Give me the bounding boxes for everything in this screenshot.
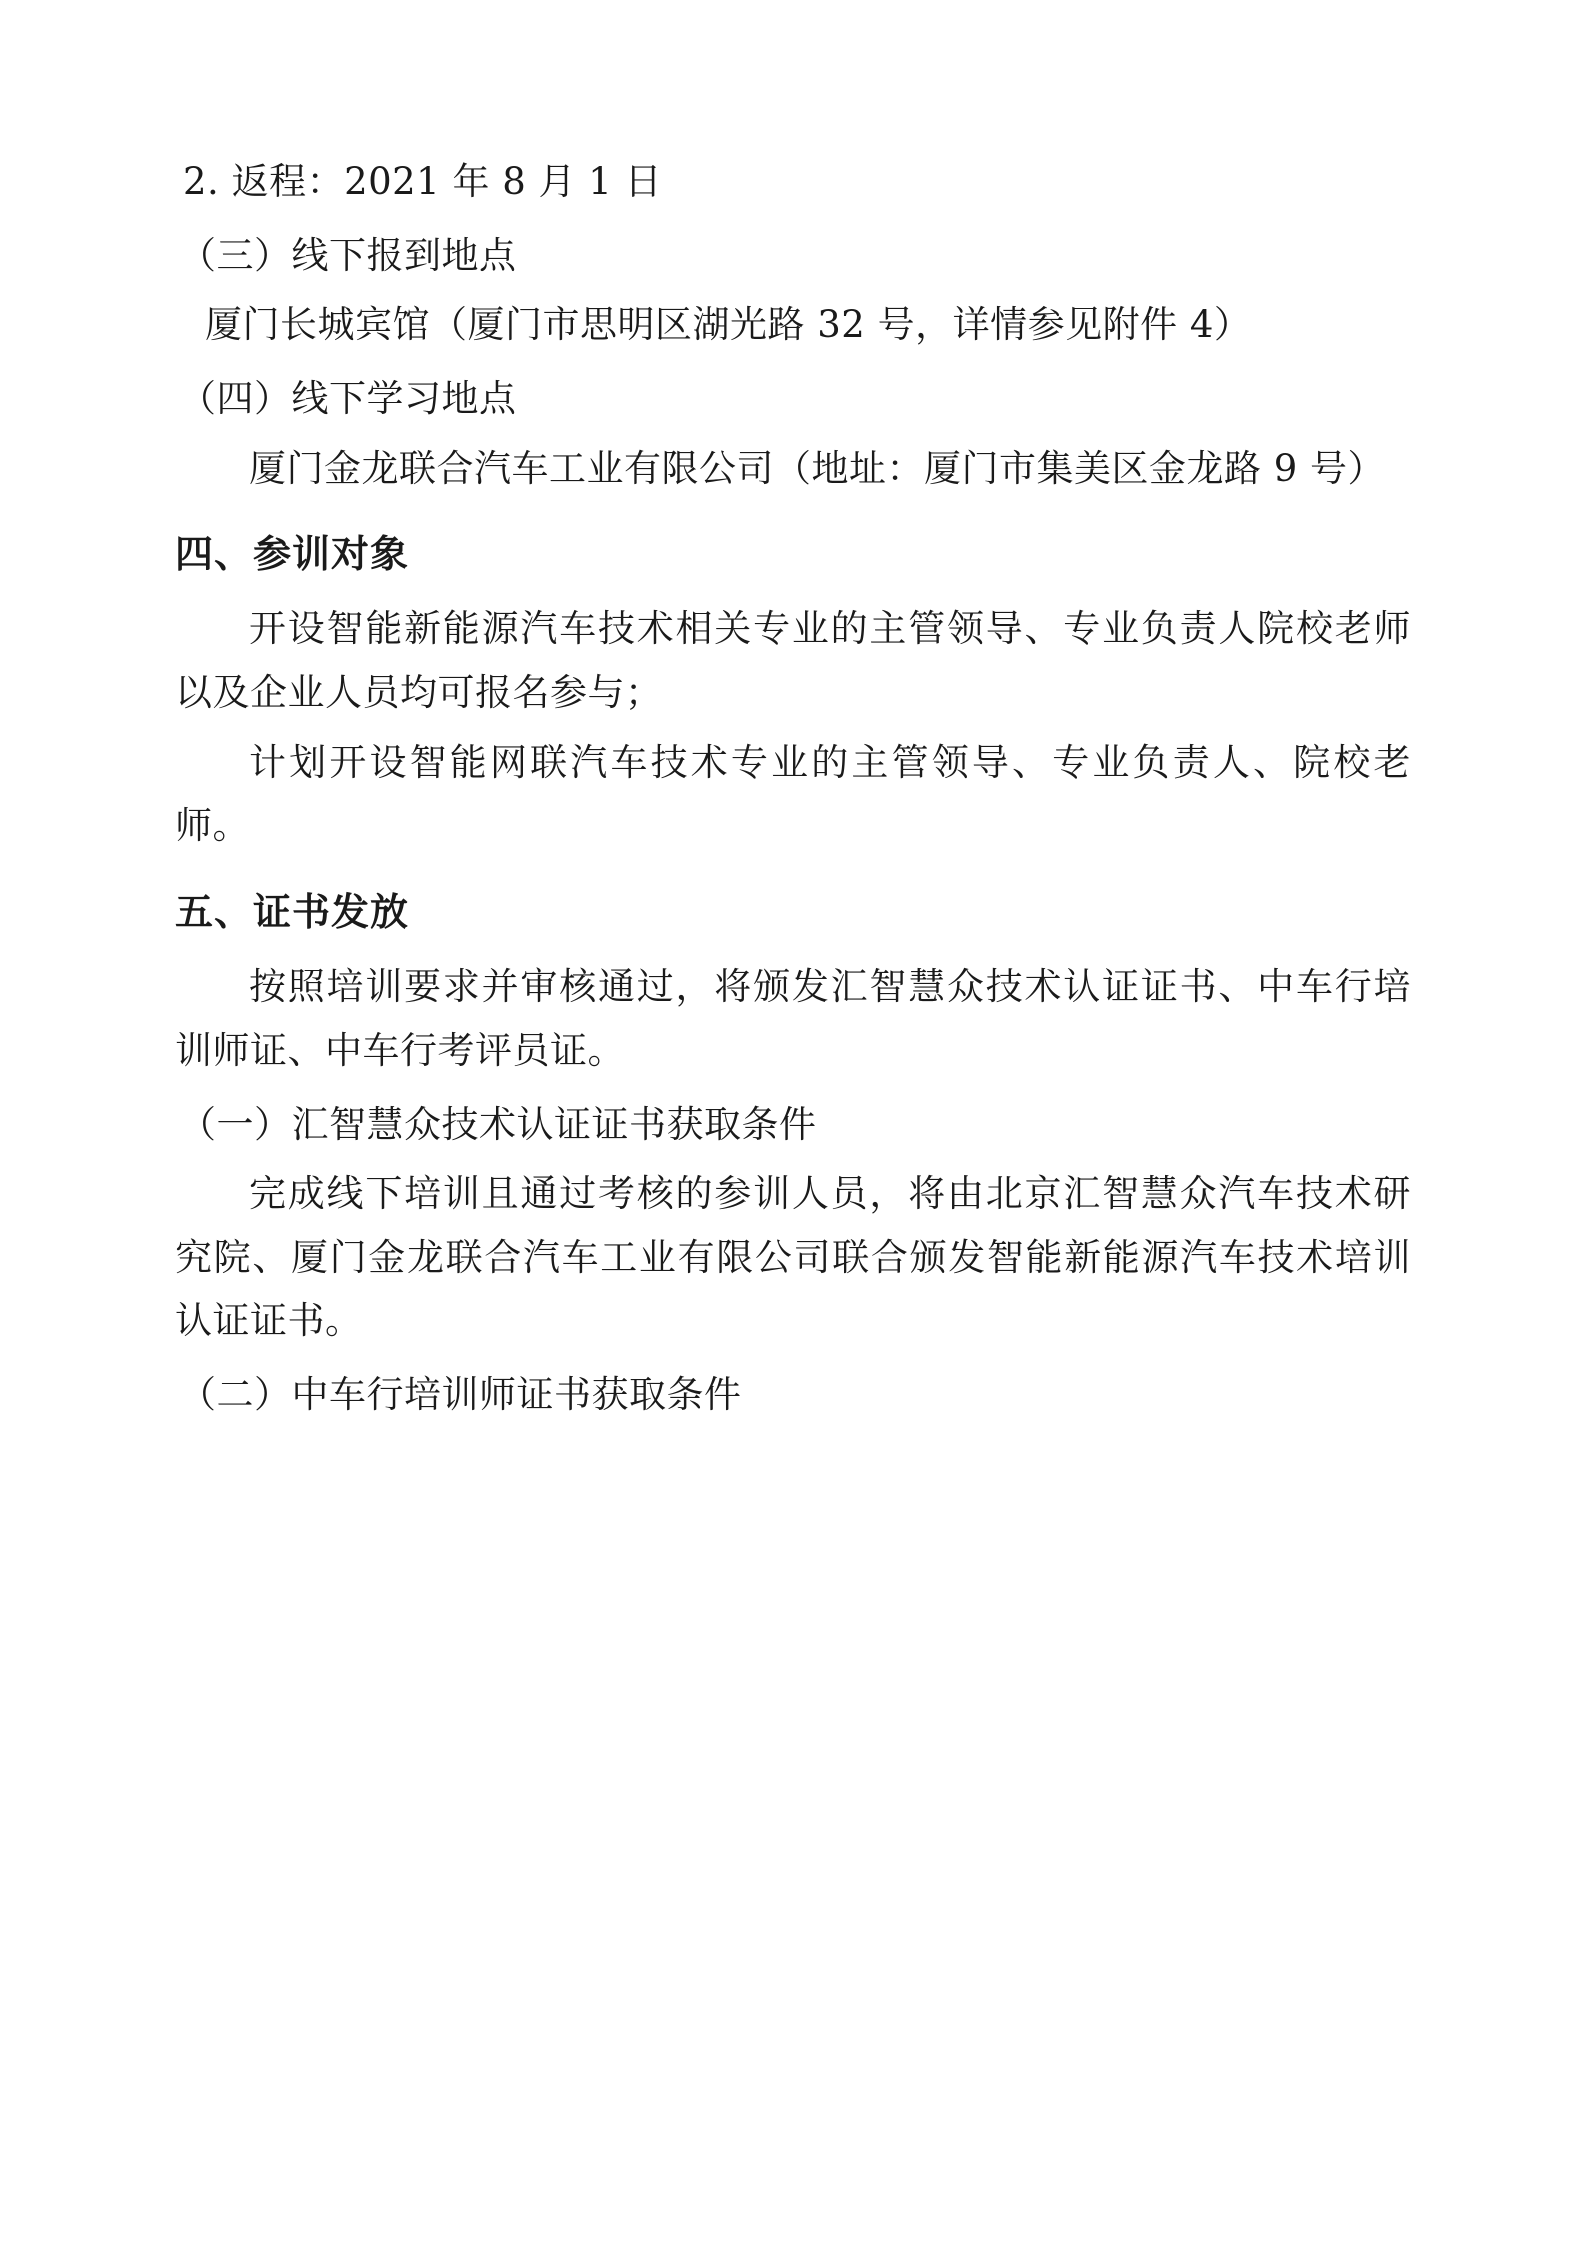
subsection-heading-tech-cert: （一）汇智慧众技术认证证书获取条件: [179, 1102, 817, 1146]
document-body: [175, 150, 1411, 1427]
subsection-heading-trainer-cert: （二）中车行培训师证书获取条件: [179, 1373, 742, 1417]
section-heading-offline-checkin: （三）线下报到地点: [179, 233, 517, 277]
section-heading-offline-study: （四）线下学习地点: [179, 376, 517, 420]
section-heading-participants: 四、参训对象: [175, 532, 410, 577]
paragraph-return-date: 2. 返程：2021 年 8 月 1 日: [183, 160, 663, 203]
paragraph-participants-1: 开设智能新能源汽车技术相关专业的主管领导、专业负责人院校老师以及企业人员均可报名参与；: [175, 607, 1411, 715]
paragraph-study-address: 厦门金龙联合汽车工业有限公司（地址：厦门市集美区金龙路 9 号）: [249, 446, 1386, 490]
paragraph-participants-2: 计划开设智能网联汽车技术专业的主管领导、专业负责人、院校老师。: [175, 740, 1411, 848]
paragraph-hotel-address: 厦门长城宾馆（厦门市思明区湖光路 32 号，详情参见附件 4）: [205, 303, 1252, 347]
paragraph-tech-cert-condition: 完成线下培训且通过考核的参训人员，将由北京汇智慧众汽车技术研究院、厦门金龙联合汽车工业有限公司联合颁发智能新能源汽车技术培训认证证书。: [175, 1172, 1411, 1343]
paragraph-certificates-intro: 按照培训要求并审核通过，将颁发汇智慧众技术认证证书、中车行培训师证、中车行考评员证。: [175, 965, 1411, 1072]
section-heading-certificates: 五、证书发放: [175, 889, 410, 934]
